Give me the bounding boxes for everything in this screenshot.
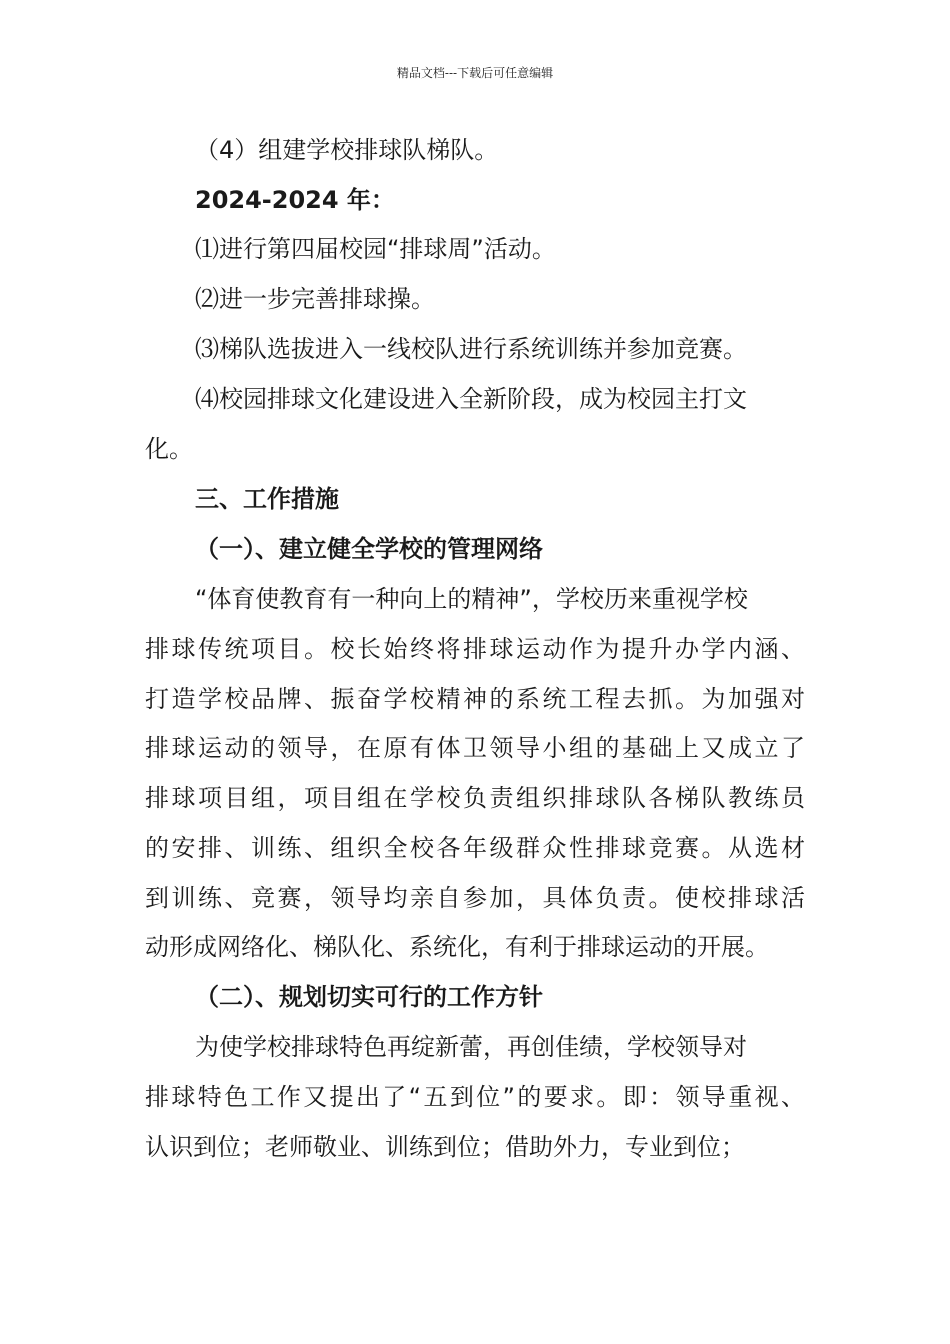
list-item-1: ⑴进行第四届校园“排球周”活动。 [195, 235, 556, 263]
section-heading-work-measures: 三、工作措施 [195, 485, 339, 513]
list-item-2: ⑵进一步完善排球操。 [195, 285, 435, 313]
paragraph-line: “体育使教育有一种向上的精神”，学校历来重视学校 [195, 585, 748, 613]
page-header: 精品文档---下载后可任意编辑 [396, 66, 554, 80]
paragraph-line: 排球项目组，项目组在学校负责组织排球队各梯队教练员 [145, 784, 805, 812]
paragraph-line: 的安排、训练、组织全校各年级群众性排球竞赛。从选材 [145, 834, 805, 862]
list-item-4-build-team-ladder: （4）组建学校排球队梯队。 [195, 136, 499, 164]
list-item-4: ⑷校园排球文化建设进入全新阶段，成为校园主打文 [195, 385, 747, 413]
subsection-heading-2: （二）、规划切实可行的工作方针 [195, 983, 543, 1011]
list-item-3: ⑶梯队选拔进入一线校队进行系统训练并参加竞赛。 [195, 335, 747, 363]
paragraph-line: 排球传统项目。校长始终将排球运动作为提升办学内涵、 [145, 635, 805, 663]
paragraph-line: 为使学校排球特色再绽新蕾，再创佳绩，学校领导对 [195, 1033, 747, 1061]
paragraph-line: 认识到位；老师敬业、训练到位；借助外力，专业到位； [145, 1133, 745, 1161]
subsection-heading-1: （一）、建立健全学校的管理网络 [195, 535, 543, 563]
list-item-4-continued: 化。 [145, 435, 193, 463]
paragraph-line: 到训练、竞赛，领导均亲自参加，具体负责。使校排球活 [145, 884, 805, 912]
paragraph-line: 动形成网络化、梯队化、系统化，有利于排球运动的开展。 [145, 933, 769, 961]
paragraph-line: 打造学校品牌、振奋学校精神的系统工程去抓。为加强对 [145, 685, 805, 713]
year-heading: 2024-2024 年： [195, 186, 395, 214]
paragraph-line: 排球运动的领导，在原有体卫领导小组的基础上又成立了 [145, 734, 805, 762]
paragraph-line: 排球特色工作又提出了“五到位”的要求。即：领导重视、 [145, 1083, 805, 1111]
